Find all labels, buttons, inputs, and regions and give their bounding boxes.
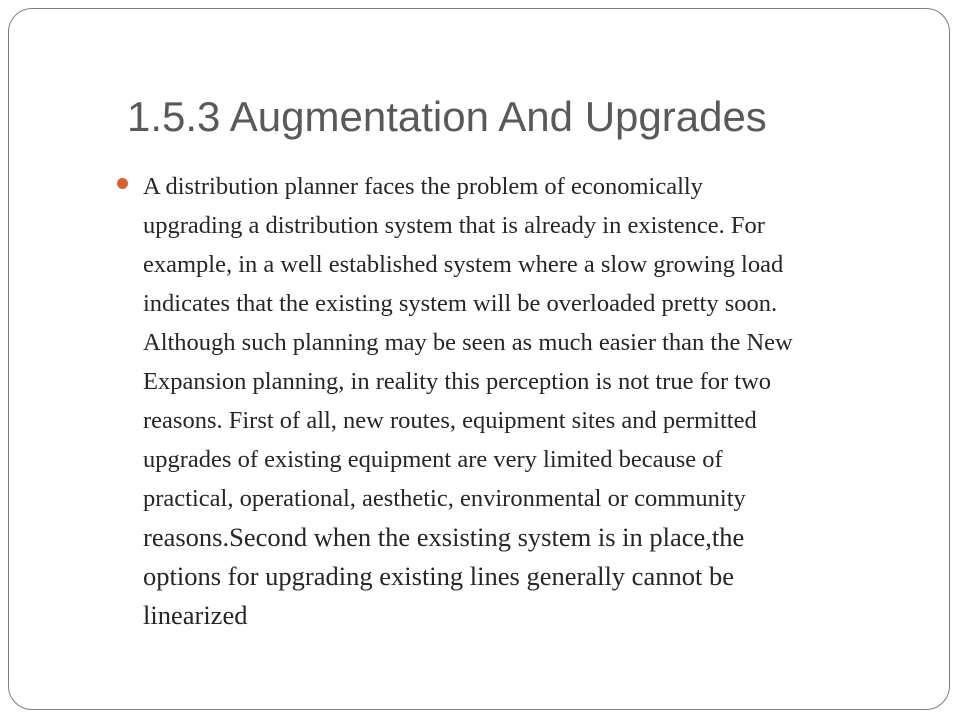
- bullet-text-line: reasons.Second when the exsisting system is in place,the: [143, 522, 745, 552]
- bullet-text-line: upgrades of existing equipment are very limited because of: [143, 446, 723, 473]
- bullet-text-line: Expansion planning, in reality this perception is not true for two: [143, 368, 772, 395]
- bullet-text-line: options for upgrading existing lines generally cannot be: [143, 561, 734, 591]
- bullet-text-line: Although such planning may be seen as much easier than the New: [143, 329, 793, 356]
- bullet-dot-icon: [117, 178, 128, 189]
- bullet-text-line: linearized: [143, 600, 248, 630]
- slide-title: 1.5.3 Augmentation And Upgrades: [127, 93, 767, 140]
- bullet-item: [117, 167, 917, 635]
- slide-frame: [8, 8, 950, 710]
- bullet-text-line: example, in a well established system where a slow growing load: [143, 251, 784, 278]
- slide-body: [117, 167, 917, 635]
- bullet-text-line: reasons. First of all, new routes, equipment sites and permitted: [143, 407, 757, 434]
- bullet-text-line: practical, operational, aesthetic, environmental or community: [143, 485, 746, 512]
- bullet-text-line: A distribution planner faces the problem of economically: [143, 173, 703, 200]
- bullet-text-line: indicates that the existing system will be overloaded pretty soon.: [143, 290, 778, 317]
- bullet-text-line: upgrading a distribution system that is already in existence. For: [143, 212, 765, 239]
